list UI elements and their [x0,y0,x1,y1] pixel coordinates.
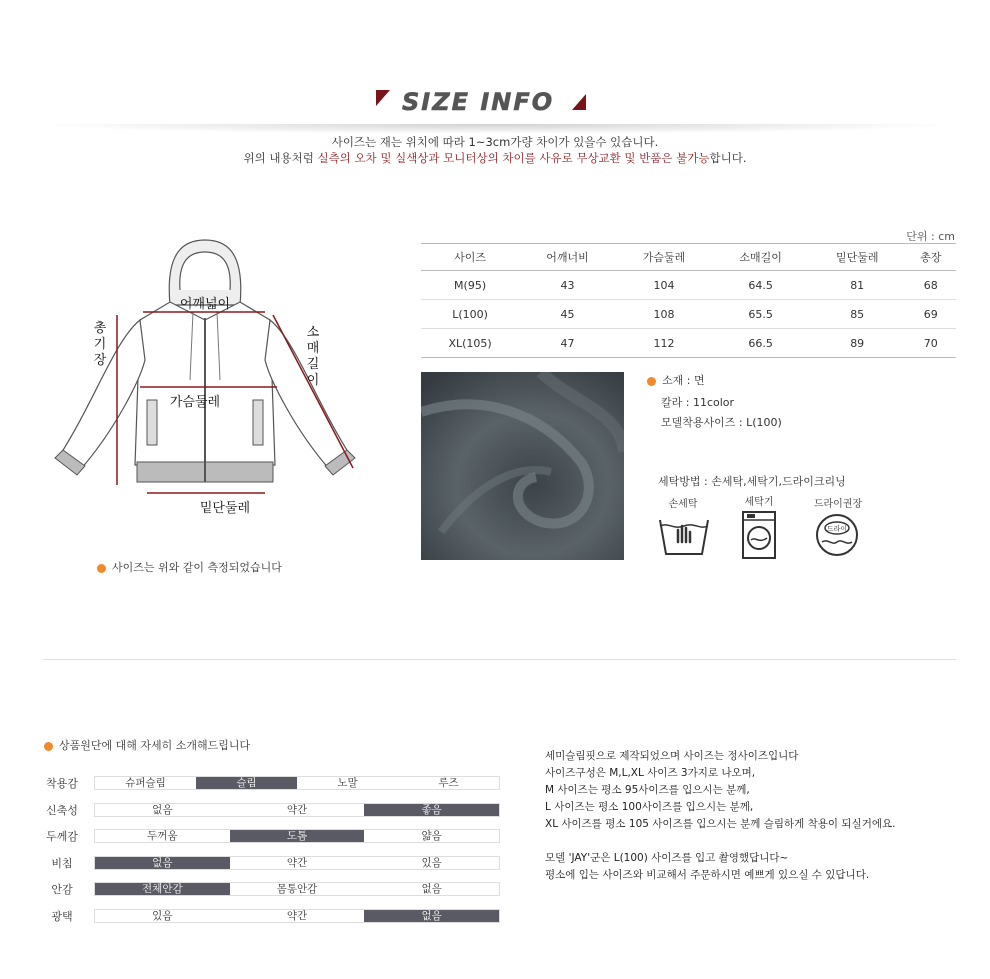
return-notice-post: 합니다. [709,151,747,165]
table-cell: 69 [905,300,956,329]
rating-option: 약간 [286,910,308,922]
table-cell: 68 [905,271,956,300]
rating-option-selected: 전체안감 [95,883,230,895]
title-triangle-left-icon [376,90,390,106]
table-cell: 85 [809,300,906,329]
sleeve-label-char-2: 매 [306,341,320,356]
fabric-row-label: 신축성 [46,804,78,817]
rating-option: 있음 [421,857,442,869]
rating-option: 없음 [152,804,173,816]
table-header: 소매길이 [712,244,809,271]
chest-label: 가슴둘레 [169,395,221,410]
rating-option: 노말 [337,777,358,789]
fabric-rating-bar [94,909,500,923]
rating-option-selected: 좋음 [364,804,499,816]
rating-option: 슈퍼슬림 [125,777,166,789]
washing-machine-label: 세탁기 [744,497,774,508]
length-label-char-2: 기 [93,337,107,352]
table-cell: 43 [519,271,616,300]
table-cell: 66.5 [712,329,809,358]
table-cell: XL(105) [421,329,519,358]
title-triangle-right-icon [572,94,586,110]
header-shadow [30,124,960,134]
table-cell: 108 [616,300,713,329]
fabric-rating-bar [94,882,500,896]
rating-option: 루즈 [438,777,459,789]
page-title: SIZE INFO [402,88,555,116]
dry-clean-icon-text: 드라이 [826,525,848,533]
fabric-rating-bar [94,803,500,817]
fabric-photo [421,372,624,560]
shoulder-label: 어깨넓이 [179,297,231,312]
table-row [421,300,956,329]
fabric-row-label: 광택 [51,910,73,923]
wash-method: 세탁방법 : 손세탁,세탁기,드라이크리닝 [658,475,846,488]
table-header: 총장 [905,244,956,271]
material-fabric [647,372,705,388]
sleeve-label-char-3: 길 [306,357,320,372]
table-header: 가슴둘레 [616,244,713,271]
bullet-icon [97,564,106,573]
description-line: M 사이즈는 평소 95사이즈를 입으시는 분께, [545,784,750,796]
section-divider [43,659,956,660]
return-notice-pre: 위의 내용처럼 [243,151,318,165]
washing-machine-icon [741,510,777,560]
material-fabric-text: 소재 : 면 [662,374,705,387]
table-header: 사이즈 [421,244,519,271]
hand-wash-icon [656,512,712,560]
fabric-row-label: 두께감 [46,830,78,843]
return-notice-emphasis: 실측의 오차 및 실색상과 모니터상의 차이를 사유로 무상교환 및 반품은 불가능 [317,151,710,165]
size-table [421,243,956,358]
rating-option: 두꺼움 [147,830,178,842]
unit-label: 단위 : cm [906,230,955,243]
table-header: 어깨너비 [519,244,616,271]
description-line [545,833,895,850]
description-line: 사이즈구성은 M,L,XL 사이즈 3가지로 나오며, [545,767,756,779]
rating-option: 없음 [421,883,442,895]
sleeve-label-char-4: 이 [306,373,320,388]
table-row [421,329,956,358]
dry-clean-icon [814,512,860,558]
bullet-icon [647,377,656,386]
fabric-rating-bar [94,829,500,843]
hem-label: 밑단둘레 [199,501,251,516]
table-cell: 104 [616,271,713,300]
table-cell: 47 [519,329,616,358]
jacket-diagram [45,230,365,520]
rating-option: 몸통안감 [276,883,318,895]
fabric-detail-title [44,737,250,753]
table-header: 밑단둘레 [809,244,906,271]
sleeve-label-char-1: 소 [306,325,320,340]
table-row [421,271,956,300]
table-cell: 64.5 [712,271,809,300]
fabric-rating-bar [94,856,500,870]
fabric-row-label: 비침 [51,857,73,870]
table-cell: 45 [519,300,616,329]
description-line: 세미슬림핏으로 제작되었으며 사이즈는 정사이즈입니다 [545,750,799,762]
table-cell: L(100) [421,300,519,329]
bullet-icon [44,742,53,751]
fabric-rating-bar [94,776,500,790]
table-cell: 89 [809,329,906,358]
rating-option: 약간 [286,857,308,869]
table-cell: 81 [809,271,906,300]
fabric-row-label: 착용감 [46,777,78,790]
table-cell: 65.5 [712,300,809,329]
length-label-char-1: 총 [93,321,107,336]
product-description [545,748,895,884]
table-cell: 112 [616,329,713,358]
material-color: 칼라 : 11color [661,396,735,409]
measure-note-text: 사이즈는 위와 같이 측정되었습니다 [112,561,282,574]
fabric-row-label: 안감 [51,883,73,896]
table-cell: M(95) [421,271,519,300]
rating-option: 약간 [286,804,308,816]
length-label-char-3: 장 [93,353,107,368]
table-header-row [421,244,956,271]
material-model-size: 모델착용사이즈 : L(100) [661,416,782,429]
return-notice [0,150,990,166]
hand-wash-label: 손세탁 [668,499,698,510]
measure-note [97,559,282,575]
description-line: L 사이즈는 평소 100사이즈를 입으시는 분께, [545,801,754,813]
description-line: XL 사이즈를 평소 105 사이즈를 입으시는 분께 슬림하게 착용이 되실거에요. [545,818,896,830]
fabric-detail-title-text: 상품원단에 대해 자세히 소개해드립니다 [59,739,251,752]
dry-clean-label: 드라이권장 [813,499,863,510]
rating-option-selected: 없음 [95,857,230,869]
rating-option: 있음 [152,910,173,922]
description-line: 평소에 입는 사이즈와 비교해서 주문하시면 예쁘게 있으실 수 있답니다. [545,869,870,881]
rating-option-selected: 도톰 [230,830,365,842]
rating-option-selected: 없음 [364,910,499,922]
rating-option-selected: 슬림 [196,777,297,789]
size-info-header [0,80,990,124]
rating-option: 얇음 [421,830,442,842]
size-notice: 사이즈는 재는 위치에 따라 1~3cm가량 차이가 있을수 있습니다. [331,135,659,149]
table-cell: 70 [905,329,956,358]
description-line: 모델 'JAY'군은 L(100) 사이즈를 입고 촬영했답니다~ [545,852,789,864]
